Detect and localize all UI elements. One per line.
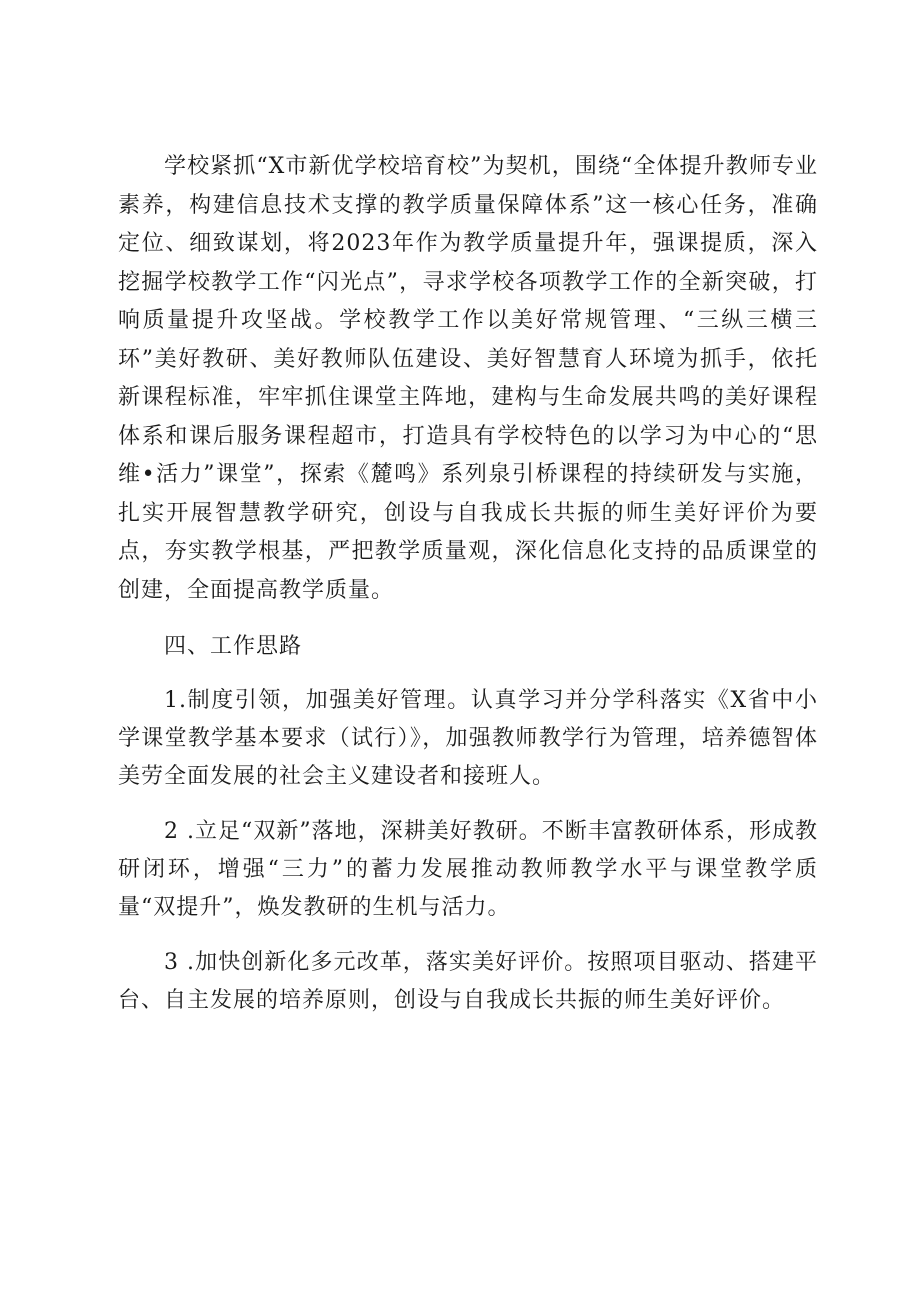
section-heading: 四、工作思路 [164, 634, 303, 659]
list-item: 2 .立足“双新”落地，深耕美好教研。不断丰富教研体系，形成教研闭环，增强“三力”的蓄力发展推动教师教学水平与课堂教学质量“双提升”，焕发教研的生机与活力。 [118, 819, 818, 920]
list-item: 1.制度引领，加强美好管理。认真学习并分学科落实《X省中小学课堂教学基本要求（试行）》，加强教师教学行为管理，培养德智体美劳全面发展的社会主义建设者和接班人。 [118, 688, 818, 789]
intro-paragraph: 学校紧抓“X市新优学校培育校”为契机，围绕“全体提升教师专业素养，构建信息技术支撑的教学质量保障体系”这一核心任务，准确定位、细致谋划，将2023年作为教学质量提升年，强课提质，深入挖掘学校教学工作“闪光点”，寻求学校各项教学工作的全新突破，打响质量提升攻坚战。学校教学工作以美好常规管理、“三纵三横三环”美好教研、美好教师队伍建设、美好智慧育人环境为抓手，依托新课程标准，牢牢抓住课堂主阵地，建构与生命发展共鸣的美好课程体系和课后服务课程超市，打造具有学校特色的以学习为中心的“思维•活力”课堂”，探索《麓鸣》系列泉引桥课程的持续研发与实施，扎实开展智慧教学研究，创设与自我成长共振的师生美好评价为要点，夯实教学根基，严把教学质量观，深化信息化支持的品质课堂的创建，全面提高教学质量。 [118, 154, 818, 603]
document-body [118, 148, 818, 1020]
list-item: 3 .加快创新化多元改革，落实美好评价。按照项目驱动、搭建平台、自主发展的培养原则，创设与自我成长共振的师生美好评价。 [118, 950, 818, 1013]
